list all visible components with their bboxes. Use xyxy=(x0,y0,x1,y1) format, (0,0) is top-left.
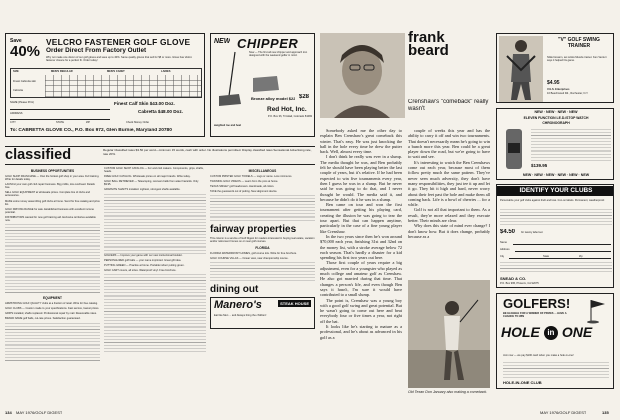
fairway-text: This column is a service of Golf Digest for readers interested in buying real estate, vacation and/or retirement homes on or near golf courses. xyxy=(210,237,315,244)
chipper-club-image xyxy=(215,50,249,110)
identify-city-label: City xyxy=(500,255,505,258)
florida-section-header: FLORIDA xyxy=(255,245,270,250)
footer-left-magazine: MAY 1976/GOLF DIGEST xyxy=(16,410,63,415)
v-golf-ad xyxy=(496,33,614,103)
equipment-item: GRIPS installed, shafts replaced. Professional repair by mail. Reasonable rates. xyxy=(5,312,97,316)
equipment-filler-text xyxy=(5,323,100,363)
dining-title: dining out xyxy=(210,283,259,295)
manero-ad xyxy=(210,297,315,329)
identify-name-line[interactable] xyxy=(513,244,611,245)
column-text-1 xyxy=(320,128,402,414)
column-paragraph: Those first couple of years require a big adjustment, even for a youngster who played as much college and amateur golf as Crenshaw. He also got married during that time. That changes a person's life, and even though Ben says it hasn't, I'm sure it would have contributed to a small slump. xyxy=(320,260,402,298)
eleven-price: $139.95 xyxy=(531,163,548,168)
misc-item: CUSTOM PRINTED GOLF TOWELS — Logo or name. Low minimums. xyxy=(210,175,293,178)
ladies-label: LADIES xyxy=(161,70,171,73)
identify-company-address: P.O. Box 995, Phoenix, CA 92075 xyxy=(500,282,539,285)
identify-address-label: Address xyxy=(500,248,510,251)
v-golf-desc: Slide forearm, set wrists Muscle trainer. Ken Venturi says it helped his game. xyxy=(547,56,607,63)
grid-row-label-1: Finest Cabretta skin xyxy=(13,80,37,83)
equipment-section-header: EQUIPMENT xyxy=(43,296,62,301)
hole-in-one-logo xyxy=(501,324,611,352)
chipper-caption: weighted toe and heel xyxy=(214,124,242,127)
mid-item: FREE GOLF CATALOG. Wholesale prices on all major brands. Write today. xyxy=(104,175,191,179)
city-field-label: CITY xyxy=(10,121,16,124)
stopwatch-image xyxy=(501,129,527,169)
business-item: SELL GOLF EQUIPMENT at wholesale prices. Complete line of clubs and accessories. xyxy=(5,191,90,198)
classified-rates: Regular Classified rates $3.50 per word—minimum 15 words, cash with order. No illustrations permitted. Display classified rates Sensational Advertising rate, rate 20%. xyxy=(103,149,312,156)
eleven-footer: NEW · NEW · NEW · NEW · NEW · NEW xyxy=(522,173,590,177)
price-cabretta: Cabretta $48.00 Doz. xyxy=(138,109,183,114)
column-paragraph: Somebody asked me the other day to explain Ben Crenshaw's great comeback this winter. That's easy. He was just knocking the ball in the hole every time he drew the putter back. Well, almost every time. xyxy=(320,128,402,155)
column-paragraph: It's interesting to watch the Ben Crenshaws come out each year, because most of them follow pretty much the same pattern. They've never seen much adversity, they don't have many responsibilities, they just tee it up and let it go. They hit it high and hard, never worry about their feet past the hole and make them all coming back. Life is a bowl of cherries ... for a while. xyxy=(408,159,490,208)
business-item: DISTRIBUTORS wanted for new golf training aid. Exclusive territories available now. xyxy=(5,215,96,223)
v-golf-address: 10 Beechwood Rd., Rochester, N.Y. xyxy=(547,92,589,95)
v-trainer-image xyxy=(499,36,543,102)
column-title-line-1: frank xyxy=(408,30,445,45)
price-finest: Finest Calf Skin $43.00 Doz. xyxy=(114,101,175,106)
business-item: MAKE extra money assembling golf clubs at home. Send for free catalog and price list. xyxy=(5,199,100,206)
golfer-silhouette xyxy=(408,280,490,388)
identify-state-label: State xyxy=(543,255,550,258)
v-golf-company: V.G.S. Enterprises xyxy=(547,88,570,91)
save-label: Save xyxy=(10,38,22,44)
equipment-item: BRAND NAME golf balls, cut-rate prices. Satisfaction guaranteed. xyxy=(5,317,81,321)
chipper-blurb: Now — The first all new chipper and approach iron designed with the weekend golfer in mind. xyxy=(249,51,308,58)
identify-desc: Personalize your golf clubs against theft and loss. Iron-on labels. Permanent, weatherproof. xyxy=(500,199,605,202)
fairway-title: fairway properties xyxy=(210,224,297,236)
frank-beard-portrait xyxy=(320,33,405,118)
save-badge xyxy=(10,38,40,64)
eleven-subtitle: CHRONOGRAPH xyxy=(542,121,570,125)
mid-item: GOLF CART covers, all sizes. Waterproof vinyl. Free brochure. xyxy=(104,268,177,272)
misc-section-header: MISCELLANEOUS xyxy=(248,169,277,173)
manero-name: Manero's xyxy=(214,298,262,311)
mens-cadet-label: MEN'S CADET xyxy=(107,70,125,73)
chipper-address: P.O. Box 36, Trinidad, Colorado 81082 xyxy=(267,115,313,118)
column-title-line-2: beard xyxy=(408,43,449,58)
identify-city-line[interactable] xyxy=(509,258,611,259)
mid-item: GRAPHITE SHAFTS installed. Lightest, strongest shafts available. xyxy=(104,188,181,192)
misc-item: TEXAS SMILEY golf headcovers. Handmade, all colors. xyxy=(210,185,275,189)
golfers-desc: Join now — we pay $100 cash when you make a hole-in-one! xyxy=(503,354,574,357)
january-photo xyxy=(408,280,490,388)
name-field-label: NAME (Please Print) xyxy=(10,101,34,104)
classified-col-1 xyxy=(5,167,100,407)
identify-price: $4.50 xyxy=(500,229,516,235)
eleven-function-ad xyxy=(496,108,614,180)
identify-filler-text-2 xyxy=(500,262,612,274)
identify-clubs-ad xyxy=(496,184,614,288)
eleven-title: ELEVEN FUNCTION LE.D./STOP WATCH xyxy=(523,116,589,120)
hole-word: HOLE xyxy=(501,324,540,340)
january-caption: Old Texan Don January also making a comeback. xyxy=(408,390,488,394)
eleven-banner: NEW · NEW · NEW · NEW xyxy=(534,110,578,114)
address-field-line[interactable] xyxy=(10,119,110,120)
golf-flag-icon xyxy=(585,298,609,324)
classified-col-2 xyxy=(104,167,206,407)
misc-filler-text xyxy=(210,195,315,221)
velcro-intro: Why not make one dozen of our golf gloves and save up to 40%. Same quality gloves that sell for $5 or more. Glove has Velcro fastener closure for a perfect fit. Order today! xyxy=(46,56,192,63)
footer-right-page-number: 135 xyxy=(602,410,609,415)
one-word: ONE xyxy=(561,324,593,340)
classified-mid-rule xyxy=(5,164,315,165)
column-paragraph: The point is, Crenshaw was a young boy with a good golf swing and great potential. But he wasn't going to come out here and beat everybody four or five times a year, not right off the bat. xyxy=(320,297,402,324)
footer-left-page-number: 134 xyxy=(5,410,12,415)
column-text-2 xyxy=(408,128,490,278)
check-label[interactable]: Check Money Order xyxy=(126,121,150,124)
grid-cells[interactable] xyxy=(45,75,201,97)
save-percent: 40% xyxy=(10,43,40,60)
mid-item: PERSONALIZED golf balls — your name imprinted. Great gift idea. xyxy=(104,258,182,262)
chipper-price-main: Bronze alloy model $22 xyxy=(251,96,296,101)
v-golf-title: "V" GOLF SWING TRAINER xyxy=(558,37,600,49)
identify-zip-label: Zip xyxy=(579,255,583,258)
misc-item: TRAINING GOLF VIDEOS — Learn from the pros at home. xyxy=(210,180,279,184)
identify-name-label: Name xyxy=(500,241,507,244)
state-field-label: STATE xyxy=(56,121,64,124)
florida-item: GOLF COURSE VILLAS — Ocean view, near championship course. xyxy=(210,256,289,260)
florida-filler-text xyxy=(210,262,315,282)
eleven-filler-text xyxy=(531,129,611,161)
mid-filler-text-2 xyxy=(104,274,206,354)
chipper-price-alt: $28 xyxy=(299,94,310,100)
business-item: GOLF DRIVING RANGE for sale. Established business with excellent income potential. xyxy=(5,207,94,214)
mid-item: GOLF BALL RETRIEVER — Telescoping, recovers balls from water hazards. Only $9.95. xyxy=(104,180,199,187)
identify-address-line[interactable] xyxy=(515,251,611,252)
equipment-item: ARMSTRONG GOLF QUALITY clubs at a fraction of retail. Write for free catalog. xyxy=(5,302,98,306)
in-word: in xyxy=(544,326,558,340)
business-item: GOLF SHOP FRANCHISE — Own the hottest golf shop in your area. Full training. Write for details today. xyxy=(5,175,100,182)
chipper-head-image xyxy=(251,74,281,94)
golfers-sub: BE ELIGIBLE FOR A WINNER OF PRIZES ... HAVE A CHANCE TO WIN xyxy=(503,312,567,319)
business-item: LAUNCH your own golf club repair business. Big profits, low overhead. Details free. xyxy=(5,183,95,190)
column-paragraph: It looks like he's starting to mature as a professional, and he's about as advanced in his golf as a xyxy=(320,323,402,340)
misc-item: TAKE the guesswork out of putting. New alignment device. xyxy=(210,190,278,194)
identify-company: SNEAD & CO. xyxy=(500,276,527,281)
mid-item: GOLFERS — Improve your game with our new instructional booklet. xyxy=(104,253,183,257)
grid-row-label-2: Cabretta xyxy=(13,89,23,92)
zip-field-label: ZIP xyxy=(86,121,91,124)
golfers-title: GOLFERS! xyxy=(503,296,571,311)
mid-filler-text-1 xyxy=(104,194,206,254)
column-paragraph: couple of weeks this year and has the ability to carry it off and win two tournaments. That doesn't necessarily mean he's going to win a bunch more this year. Ben could be a great player down the road, but we're going to have to wait and see. xyxy=(408,128,490,160)
column-paragraph: Why does this state of mind ever change? I don't know how. But it does change, probably because as a xyxy=(408,223,490,239)
glove-order-grid xyxy=(10,68,202,98)
chipper-title: CHIPPER xyxy=(237,36,299,51)
identify-price-note: for twenty label set xyxy=(521,231,543,234)
name-field-line[interactable] xyxy=(10,109,110,110)
classified-title: classified xyxy=(5,147,72,163)
manero-tag: STEAK HOUSE xyxy=(280,300,309,306)
footer-right-magazine: MAY 1976/GOLF DIGEST xyxy=(540,410,587,415)
chipper-ad xyxy=(210,33,315,137)
column-paragraph: Golf is not all that important to them. As a result, they're more relaxed and they execute better. Their minds are clear. xyxy=(408,207,490,224)
manero-sub: Eat like Men ... and Always bring the children! xyxy=(214,313,267,317)
column-paragraph: Ben came on tour and won the first tournament after getting his playing card, creating the illusion he was going to tear the tour apart. But that can happen anytime, particularly in the case of a fine young player like Crenshaw. xyxy=(320,202,402,234)
identify-filler-text xyxy=(500,209,612,227)
identify-title: IDENTIFY YOUR CLUBS xyxy=(497,186,614,196)
velcro-footer: To: CABRETTA GLOVE CO., P.O. Box 972, Glen Burnie, Maryland 20780 xyxy=(10,128,172,133)
column-paragraph: In the two years since then he's won around $70,000 each year, finishing 31st and 32nd on the money list, with a stroke average below 72 each season. That's hardly a disaster for a kid spending his first two years out here. xyxy=(320,233,402,261)
size-label: SIZE xyxy=(13,70,19,73)
chipper-new-label: NEW xyxy=(214,38,231,45)
golfers-footer: HOLE-IN-ONE CLUB xyxy=(503,380,542,385)
mid-item: CUSTOM GOLF SHOP CATALOG — For and club makers. Components, grips, shafts, heads. xyxy=(104,167,204,174)
velcro-subhead: Order Direct From Factory Outlet xyxy=(46,47,147,54)
frank-beard-photo xyxy=(320,33,405,118)
business-section-header: BUSINESS OPPORTUNITIES xyxy=(30,169,75,173)
golfers-ad xyxy=(496,293,614,389)
velcro-glove-ad xyxy=(5,33,205,137)
mens-regular-label: MEN'S REGULAR xyxy=(51,70,73,73)
chipper-company: Red Hot, Inc. xyxy=(267,106,307,113)
florida-item: FLORIDA WATERFRONT HOMES, golf course lots. Write for free brochure. xyxy=(210,251,297,255)
column-caption: Crenshaw's "comeback" really wasn't xyxy=(408,99,489,113)
v-golf-price: $4.95 xyxy=(547,80,560,86)
velcro-headline: VELCRO FASTENER GOLF GLOVE xyxy=(46,37,191,47)
mid-item: PUTTING GREEN — Practice at home. Portable indoor putting green. xyxy=(104,263,185,267)
business-filler-text xyxy=(5,224,100,294)
address-field-label: ADDRESS xyxy=(10,112,23,115)
golfers-filler-text xyxy=(503,362,609,378)
equipment-item: GOLF CLUBS — Custom made to your specifications. Fast service, lowest prices. xyxy=(5,307,100,311)
classified-col-3 xyxy=(210,167,315,407)
column-paragraph: I don't think he really was ever in a slump. The media thought he was, and Ben probably felt he should have been playing better the last couple of years, but it's relative. If he had been expected to win five tournaments every year, then I guess he was in a slump. But he never said he was going to do that, and I never thought he would. The media said it, and because he didn't do it he was in a slump. xyxy=(320,154,402,202)
